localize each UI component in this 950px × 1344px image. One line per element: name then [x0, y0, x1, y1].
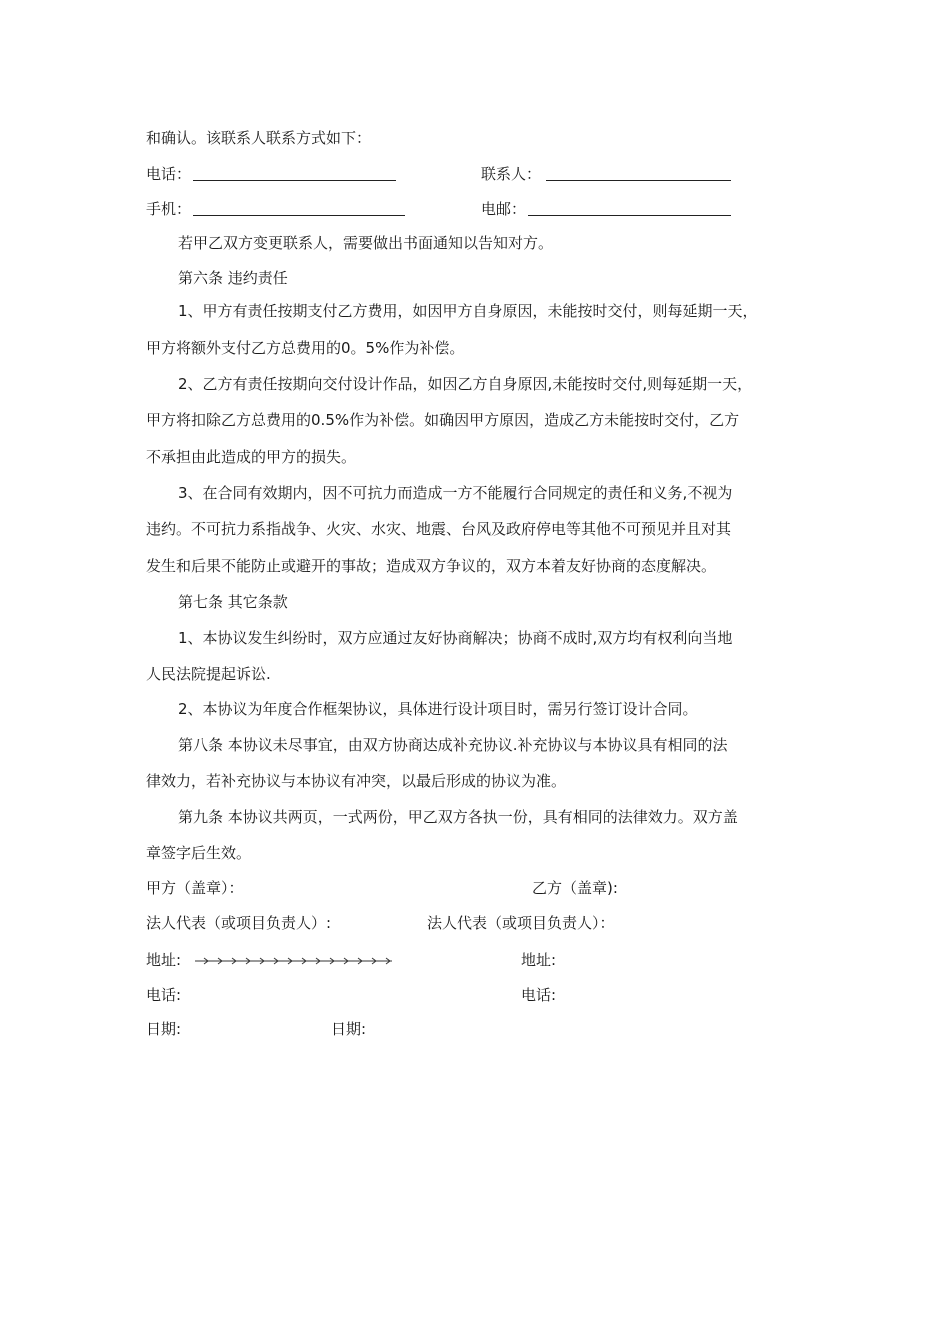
party-b-seal-label: 乙方（盖章): — [532, 879, 618, 897]
party-a-date-label: 日期: — [146, 1020, 182, 1038]
email-blank-line — [528, 215, 731, 216]
party-a-seal-label: 甲方（盖章）： — [146, 879, 244, 897]
contact-person-label: 联系人： — [481, 165, 542, 183]
article6-p2-line1: 2、乙方有责任按期向交付设计作品，如因乙方自身原因,未能按时交付,则每延期一天， — [178, 375, 753, 393]
intro-tail: 和确认。该联系人联系方式如下： — [146, 129, 372, 147]
article6-p3-line3: 发生和后果不能防止或避开的事故；造成双方争议的，双方本着友好协商的态度解决。 — [146, 557, 717, 575]
party-b-representative-label: 法人代表（或项目负责人）： — [427, 914, 615, 932]
party-b-date-label: 日期: — [331, 1020, 367, 1038]
article8-line1: 第八条 本协议未尽事宜，由双方协商达成补充协议.补充协议与本协议具有相同的法 — [178, 736, 728, 754]
party-b-address-label: 地址: — [521, 951, 557, 969]
article7-p1-line2: 人民法院提起诉讼. — [146, 665, 271, 683]
article8-line2: 律效力，若补充协议与本协议有冲突，以最后形成的协议为准。 — [146, 772, 567, 790]
article6-p1-line1: 1、甲方有责任按期支付乙方费用，如因甲方自身原因，未能按时交付，则每延期一天， — [178, 302, 758, 320]
party-a-representative-label: 法人代表（或项目负责人）: — [146, 914, 332, 932]
article6-p3-line1: 3、在合同有效期内，因不可抗力而造成一方不能履行合同规定的责任和义务,不视为 — [178, 484, 733, 502]
mobile-blank-line — [193, 215, 405, 216]
email-label: 电邮： — [481, 200, 527, 218]
tab-arrows-mark — [194, 953, 394, 967]
article6-title: 第六条 违约责任 — [178, 269, 288, 287]
contact-person-blank-line — [546, 180, 731, 181]
contact-change-notice: 若甲乙双方变更联系人，需要做出书面通知以告知对方。 — [178, 234, 554, 252]
article7-p2-line1: 2、本协议为年度合作框架协议，具体进行设计项目时，需另行签订设计合同。 — [178, 700, 698, 718]
article7-p1-line1: 1、本协议发生纠纷时，双方应通过友好协商解决；协商不成时,双方均有权利向当地 — [178, 629, 733, 647]
phone-label: 电话： — [146, 165, 192, 183]
article7-title: 第七条 其它条款 — [178, 593, 288, 611]
article6-p2-line3: 不承担由此造成的甲方的损失。 — [146, 448, 357, 466]
party-a-phone-label: 电话: — [146, 986, 182, 1004]
article6-p3-line2: 违约。不可抗力系指战争、火灾、水灾、地震、台风及政府停电等其他不可预见并且对其 — [146, 520, 732, 538]
article6-p1-line2: 甲方将额外支付乙方总费用的0。5%作为补偿。 — [146, 339, 465, 357]
phone-blank-line — [193, 180, 396, 181]
article9-line2: 章签字后生效。 — [146, 844, 252, 862]
article6-p2-line2: 甲方将扣除乙方总费用的0.5%作为补偿。如确因甲方原因，造成乙方未能按时交付，乙方 — [146, 411, 740, 429]
article9-line1: 第九条 本协议共两页，一式两份，甲乙双方各执一份，具有相同的法律效力。双方盖 — [178, 808, 738, 826]
party-a-address-label: 地址: — [146, 951, 182, 969]
mobile-label: 手机： — [146, 200, 192, 218]
party-b-phone-label: 电话: — [521, 986, 557, 1004]
